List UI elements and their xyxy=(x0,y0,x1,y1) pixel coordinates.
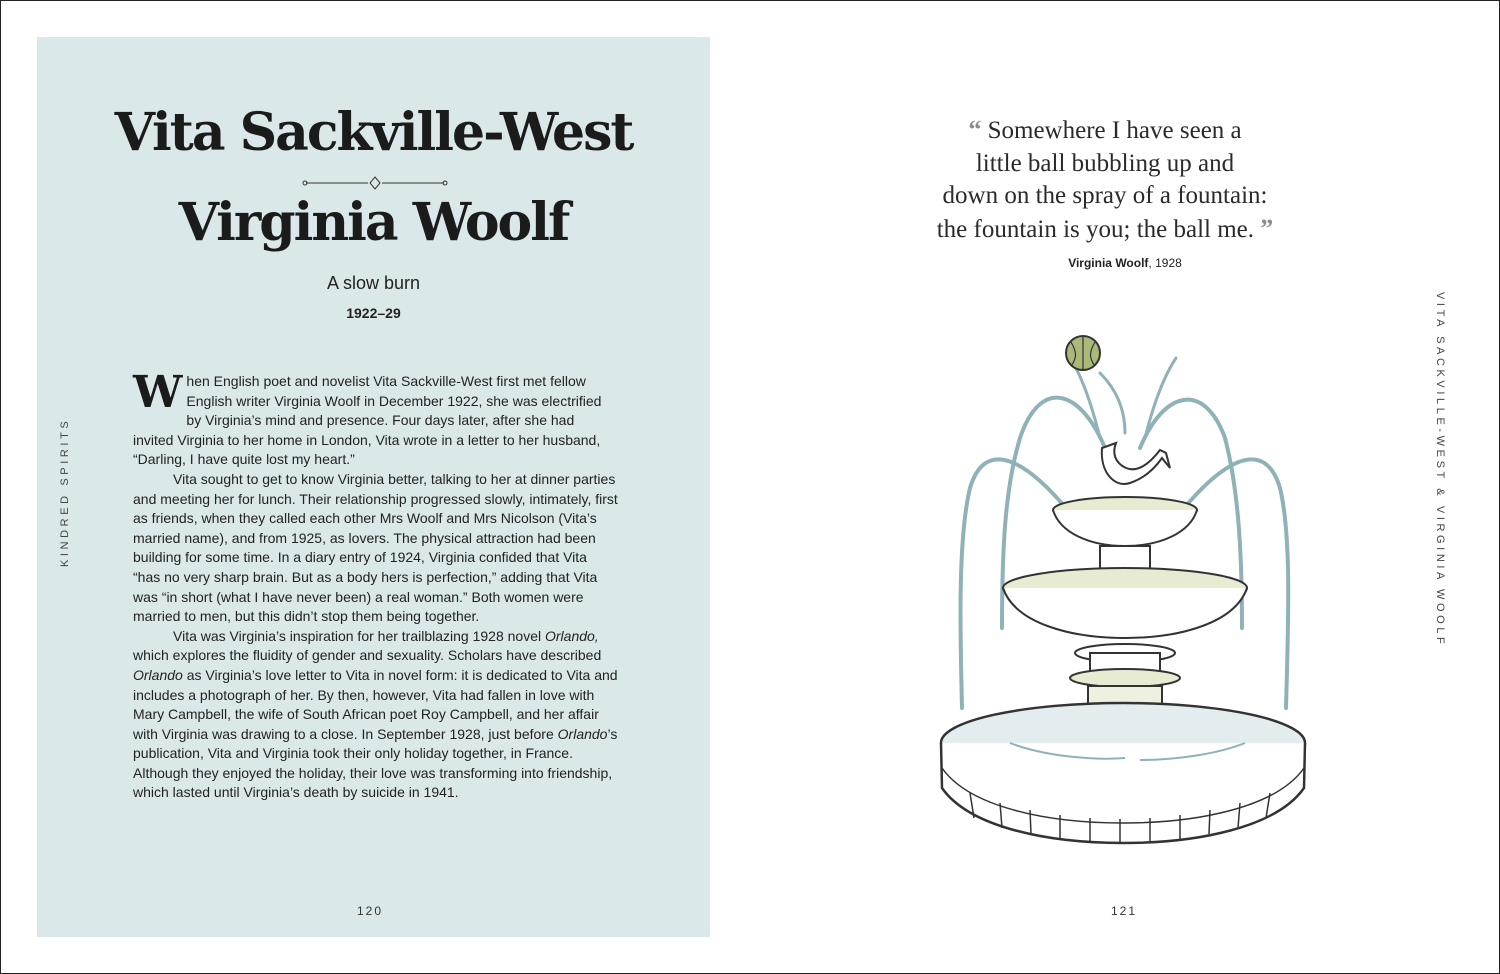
paragraph-2: Vita sought to get to know Virginia better, talking to her at dinner parties and meeting her for lunch. Their relationship progressed slowly, intimately, first as friends, when they called each other Mrs Woolf and Mrs Nicolson (Vita’s married name), and from 1925, as lovers. The physical attraction had been building for some time. In a diary entry of 1924, Virginia confided that Vita “has no very sharp brain. But as a body hers is perfection,” adding that Vita was “in short (what I have never been) a real woman.” Both women were married to men, but this didn’t stop them being together. xyxy=(133,470,618,625)
title-line-1: Vita Sackville-West xyxy=(114,102,633,163)
paragraph-3-text: as Virginia’s love letter to Vita in novel form: it is dedicated to Vita and includes a photograph of her. By then, however, Vita had fallen in love with Mary Campbell, the wife of South African poet Roy Campbell, and her affair with Virginia was drawing to a close. In September 1928, just before xyxy=(133,666,618,742)
quote-attribution xyxy=(980,256,1270,270)
page-number-left: 120 xyxy=(356,904,384,918)
book-title-italic: Orlando xyxy=(557,725,608,742)
fountain-illustration xyxy=(930,328,1320,848)
close-quote-icon: ” xyxy=(1260,213,1274,243)
book-title-italic: Orlando xyxy=(133,666,183,683)
quote-line-2: little ball bubbling up and xyxy=(975,149,1235,177)
year-range: 1922–29 xyxy=(346,305,401,321)
drop-cap: W xyxy=(133,367,183,418)
quote-line-3: down on the spray of a fountain: xyxy=(942,182,1268,209)
open-quote-icon: “ xyxy=(968,115,982,144)
paragraph-1 xyxy=(133,367,618,470)
article-body xyxy=(133,367,618,803)
quote-line xyxy=(905,114,1305,148)
left-running-head: KINDRED SPIRITS xyxy=(59,417,71,567)
quote-line xyxy=(905,213,1305,247)
quote-line-4: the fountain is you; the ball me. xyxy=(936,215,1255,243)
subtitle: A slow burn xyxy=(326,273,421,293)
title-divider-ornament xyxy=(302,176,448,190)
attribution-year: , 1928 xyxy=(1148,256,1182,270)
pull-quote xyxy=(905,114,1305,246)
paragraph-1-text: hen English poet and novelist Vita Sackville-West first met fellow English writer Virginia Woolf in December 1922, she was electrified by Virginia’s mind and presence. Four days later, after she had invited Virginia to her home in London, Vita wrote in a letter to her husband, “Darling, I have quite lost my heart.” xyxy=(133,373,602,468)
quote-line-1: Somewhere I have seen a xyxy=(987,117,1242,144)
paragraph-3-text: ’s publication, Vita and Virginia took their only holiday together, in France. Although they enjoyed the holiday, their love was transforming into friendship, which lasted until Virginia’s death by suicide in 1941. xyxy=(133,725,618,801)
paragraph-3 xyxy=(133,627,618,803)
attribution-name: Virginia Woolf xyxy=(1068,256,1149,270)
right-running-head: VITA SACKVILLE-WEST & VIRGINIA WOOLF xyxy=(1434,292,1446,648)
page-number-right: 121 xyxy=(1110,904,1138,918)
paragraph-3-text: which explores the fluidity of gender and sexuality. Scholars have described xyxy=(133,647,602,664)
paragraph-3-text: Vita was Virginia’s inspiration for her trailblazing 1928 novel xyxy=(173,627,545,644)
book-title-italic: Orlando, xyxy=(545,627,599,644)
title-line-2: Virginia Woolf xyxy=(178,192,569,253)
